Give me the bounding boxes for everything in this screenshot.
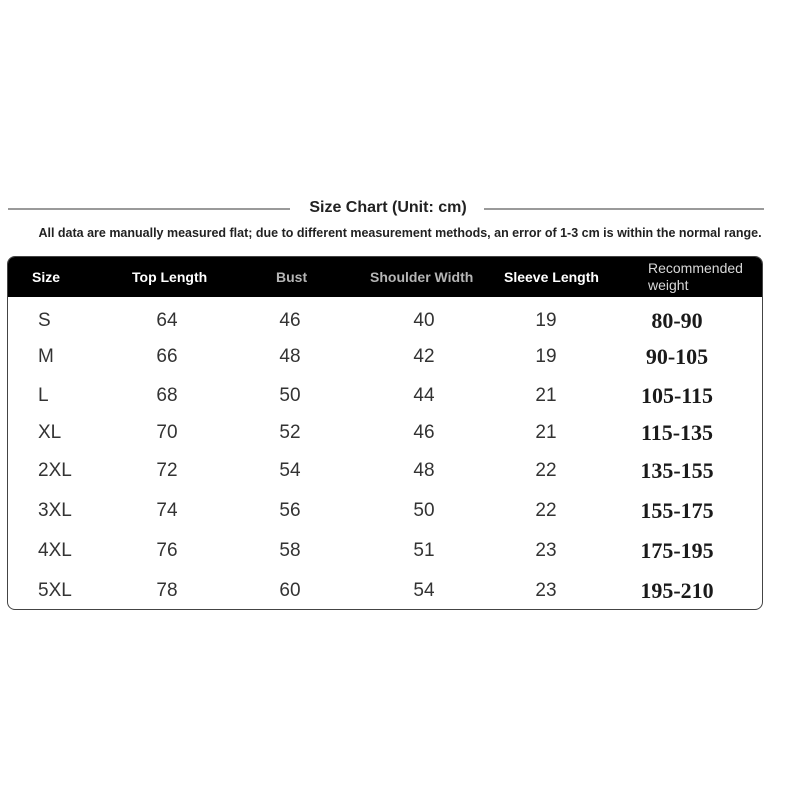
page-title: Size Chart (Unit: cm) xyxy=(309,199,467,216)
cell-weight: 175-195 xyxy=(640,538,714,563)
cell-sleeve-length: 22 xyxy=(535,500,557,521)
cell-sleeve-length: 19 xyxy=(535,346,557,367)
header-sleeve-length: Sleeve Length xyxy=(504,269,599,285)
cell-top-length: 74 xyxy=(156,500,178,521)
table-row xyxy=(8,378,762,414)
header-recommended-weight: Recommended weight xyxy=(648,260,743,293)
cell-size: 3XL xyxy=(38,500,72,521)
cell-bust: 46 xyxy=(279,310,301,331)
header-size: Size xyxy=(32,269,61,285)
cell-size: XL xyxy=(38,422,62,443)
title-rule-left xyxy=(8,208,290,210)
cell-weight: 80-90 xyxy=(651,308,703,333)
table-row xyxy=(8,533,762,569)
cell-sleeve-length: 19 xyxy=(535,310,557,331)
cell-bust: 52 xyxy=(279,422,301,443)
cell-sleeve-length: 21 xyxy=(535,385,557,406)
table-row xyxy=(8,493,762,529)
cell-shoulder-width: 51 xyxy=(413,540,435,561)
cell-shoulder-width: 44 xyxy=(413,385,435,406)
cell-weight: 155-175 xyxy=(640,498,714,523)
cell-top-length: 76 xyxy=(156,540,178,561)
cell-top-length: 64 xyxy=(156,310,178,331)
size-table xyxy=(7,256,763,610)
cell-weight: 105-115 xyxy=(640,383,714,408)
cell-sleeve-length: 23 xyxy=(535,580,557,601)
table-row xyxy=(8,339,762,375)
table-row xyxy=(8,453,762,489)
cell-weight: 115-135 xyxy=(640,420,714,445)
cell-bust: 48 xyxy=(279,346,301,367)
cell-shoulder-width: 48 xyxy=(413,460,435,481)
table-row xyxy=(8,573,762,609)
cell-shoulder-width: 42 xyxy=(413,346,435,367)
cell-shoulder-width: 50 xyxy=(413,500,435,521)
cell-top-length: 66 xyxy=(156,346,178,367)
cell-weight: 135-155 xyxy=(640,458,714,483)
cell-bust: 58 xyxy=(279,540,301,561)
header-bust: Bust xyxy=(276,269,308,285)
cell-shoulder-width: 40 xyxy=(413,310,435,331)
cell-sleeve-length: 21 xyxy=(535,422,557,443)
cell-size: 4XL xyxy=(38,540,72,561)
header-top-length: Top Length xyxy=(132,269,208,285)
cell-size: M xyxy=(38,346,54,367)
cell-shoulder-width: 46 xyxy=(413,422,435,443)
table-row xyxy=(8,303,762,339)
cell-top-length: 68 xyxy=(156,385,178,406)
title-row xyxy=(8,196,764,222)
cell-top-length: 70 xyxy=(156,422,178,443)
measurement-note: All data are manually measured flat; due to different measurement methods, an error of 1-3 cm is within the normal range. xyxy=(38,226,762,240)
cell-weight: 90-105 xyxy=(645,344,709,369)
cell-size: S xyxy=(38,310,51,331)
table-header xyxy=(8,257,762,297)
cell-top-length: 78 xyxy=(156,580,178,601)
cell-size: 5XL xyxy=(38,580,72,601)
cell-shoulder-width: 54 xyxy=(413,580,435,601)
cell-sleeve-length: 23 xyxy=(535,540,557,561)
cell-bust: 60 xyxy=(279,580,301,601)
cell-weight: 195-210 xyxy=(640,578,714,603)
cell-size: 2XL xyxy=(38,460,72,481)
cell-bust: 50 xyxy=(279,385,301,406)
table-row xyxy=(8,415,762,451)
header-shoulder-width: Shoulder Width xyxy=(370,269,474,285)
cell-top-length: 72 xyxy=(156,460,178,481)
title-rule-right xyxy=(484,208,764,210)
cell-size: L xyxy=(38,385,49,406)
cell-bust: 54 xyxy=(279,460,301,481)
cell-sleeve-length: 22 xyxy=(535,460,557,481)
cell-bust: 56 xyxy=(279,500,301,521)
